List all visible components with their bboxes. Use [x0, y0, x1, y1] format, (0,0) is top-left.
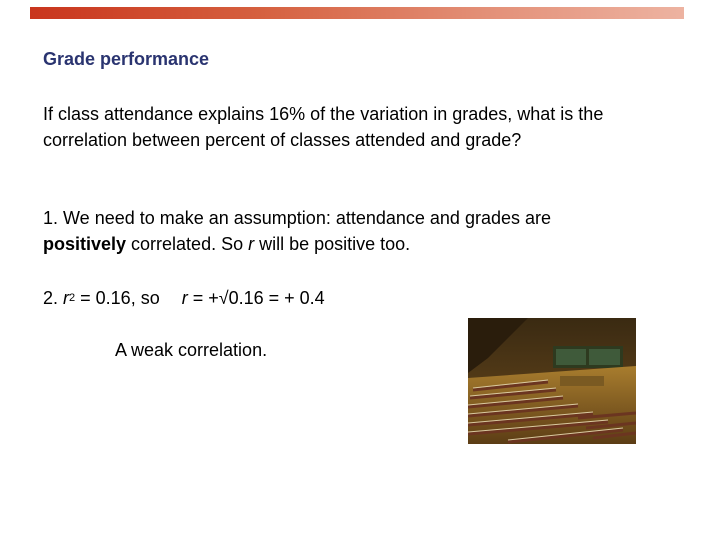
- question-line-2: correlation between percent of classes attended and grade?: [43, 130, 522, 150]
- point-1-line-1: 1. We need to make an assumption: attendance and grades are: [43, 208, 551, 228]
- point-2-prefix: 2.: [43, 288, 64, 308]
- point-2-equation: = 0.16, so: [75, 288, 160, 308]
- question-line-1: If class attendance explains 16% of the variation in grades, what is the: [43, 104, 604, 124]
- point-1-bold-word: positively: [43, 234, 127, 254]
- point-2: [43, 285, 325, 314]
- point-2-r-symbol: r: [63, 288, 70, 308]
- header-accent-bar: [30, 7, 684, 19]
- lecture-hall-photo: [468, 318, 636, 444]
- point-1-text-a: correlated. So: [126, 234, 249, 254]
- point-1-line-2: [43, 231, 551, 257]
- point-1-r-symbol: r: [248, 234, 255, 254]
- lecture-hall-illustration: [468, 318, 636, 444]
- question-text: [43, 101, 603, 153]
- point-2-result: = +√0.16 = + 0.4: [187, 288, 325, 308]
- slide-title: Grade performance: [43, 49, 210, 69]
- point-1: [43, 205, 551, 257]
- point-2-exponent: 2: [69, 292, 76, 304]
- conclusion-text: A weak correlation.: [115, 340, 268, 360]
- point-2-r-symbol-2: r: [181, 288, 188, 308]
- point-1-text-b: will be positive too.: [254, 234, 411, 254]
